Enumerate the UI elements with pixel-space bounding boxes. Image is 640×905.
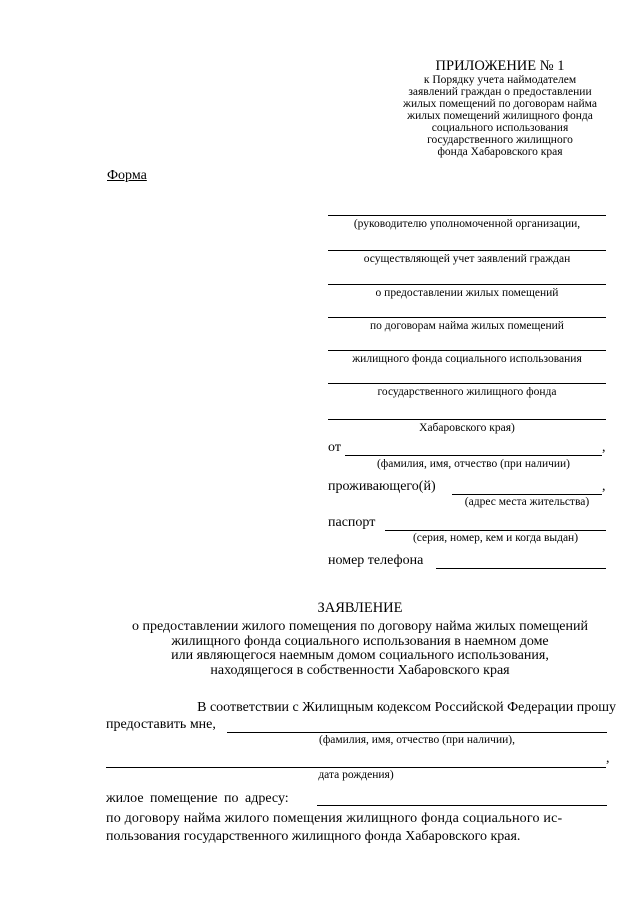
- addressee-field[interactable]: [328, 284, 606, 285]
- addressee-caption: о предоставлении жилых помещений: [375, 287, 559, 299]
- addressee-field[interactable]: [328, 250, 606, 251]
- phone-label: номер телефона: [328, 553, 424, 568]
- statement-title: ЗАЯВЛЕНИЕ: [317, 600, 403, 616]
- residing-field[interactable]: [452, 494, 602, 495]
- residing-comma: ,: [602, 479, 606, 494]
- provide-label: предоставить мне,: [106, 717, 216, 732]
- residing-label: проживающего(й): [328, 479, 436, 494]
- subtitle-line: жилищного фонда социального использования в наемном доме: [171, 633, 549, 649]
- addressee-field[interactable]: [328, 419, 606, 420]
- addressee-field[interactable]: [328, 317, 606, 318]
- from-hint: (фамилия, имя, отчество (при наличии): [376, 458, 571, 470]
- statement-subtitle: [60, 620, 640, 678]
- fio-hint: (фамилия, имя, отчество (при наличии),: [319, 734, 515, 746]
- appendix-line: заявлений граждан о предоставлении: [408, 86, 592, 98]
- passport-hint: (серия, номер, кем и когда выдан): [412, 532, 579, 544]
- residing-hint: (адрес места жительства): [464, 496, 590, 508]
- fio-field[interactable]: [227, 732, 607, 733]
- addressee-caption: по договорам найма жилых помещений: [370, 320, 564, 332]
- appendix-line: жилых помещений жилищного фонда: [407, 110, 593, 122]
- passport-field[interactable]: [385, 530, 606, 531]
- addressee-caption: Хабаровского края): [419, 422, 515, 434]
- appendix-line: социального использования: [431, 122, 569, 134]
- appendix-title: ПРИЛОЖЕНИЕ № 1: [435, 58, 565, 74]
- addressee-caption: государственного жилищного фонда: [377, 386, 557, 398]
- appendix-line: к Порядку учета наймодателем: [423, 74, 577, 86]
- form-label: Форма: [107, 168, 147, 183]
- dob-field[interactable]: [106, 767, 606, 768]
- phone-field[interactable]: [436, 568, 606, 569]
- appendix-line: государственного жилищного: [427, 134, 573, 146]
- addressee-field[interactable]: [328, 383, 606, 384]
- passport-label: паспорт: [328, 515, 376, 530]
- addressee-caption: жилищного фонда социального использования: [352, 353, 582, 365]
- dob-comma: ,: [606, 751, 610, 766]
- body-line-3: пользования государственного жилищного фонда Хабаровского края.: [106, 829, 521, 844]
- appendix-line: жилых помещений по договорам найма: [403, 98, 597, 110]
- subtitle-line: или являющегося наемным домом социального использования,: [171, 648, 549, 663]
- from-label: от: [328, 440, 341, 455]
- addressee-caption: (руководителю уполномоченной организации,: [353, 218, 581, 230]
- from-comma: ,: [602, 440, 606, 455]
- appendix-block: [380, 58, 620, 158]
- addressee-field[interactable]: [328, 350, 606, 351]
- subtitle-line: о предоставлении жилого помещения по договору найма жилых помещений: [132, 619, 588, 634]
- addressee-field[interactable]: [328, 215, 606, 216]
- dob-hint: дата рождения): [318, 769, 394, 781]
- addressee-caption: осуществляющей учет заявлений граждан: [363, 253, 571, 265]
- body-line-2: по договору найма жилого помещения жилищного фонда социального ис-: [106, 811, 563, 826]
- subtitle-line: находящегося в собственности Хабаровского края: [210, 662, 510, 678]
- appendix-line: фонда Хабаровского края: [437, 146, 563, 158]
- address-label: жилое помещение по адресу:: [106, 791, 289, 806]
- body-line-1: В соответствии с Жилищным кодексом Российской Федерации прошу: [197, 700, 616, 715]
- from-field[interactable]: [345, 455, 602, 456]
- address-field[interactable]: [317, 805, 607, 806]
